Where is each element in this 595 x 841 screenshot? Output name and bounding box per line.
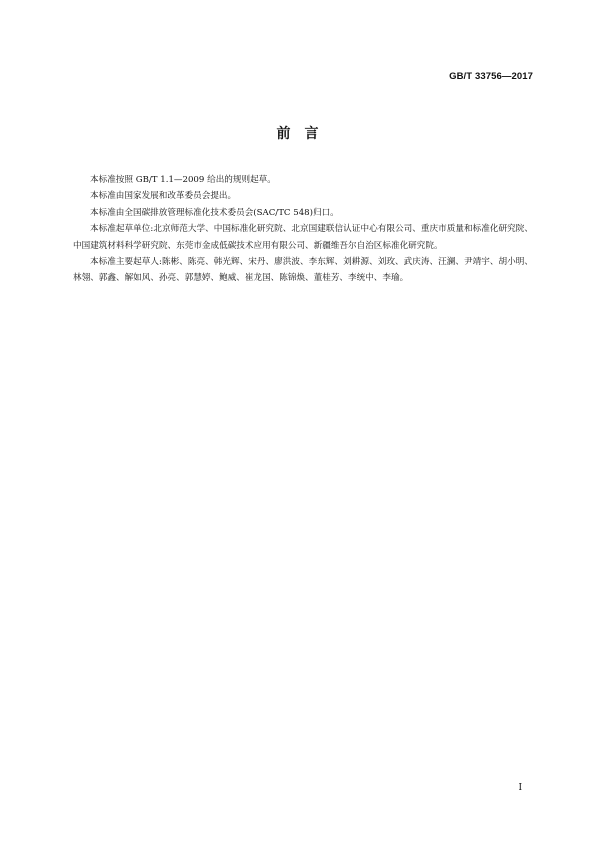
standard-number: GB/T 33756—2017 — [449, 71, 533, 82]
foreword-body — [73, 172, 533, 287]
paragraph-drafters: 本标准主要起草人:陈彬、陈亮、韩光辉、宋丹、廖洪波、李东辉、刘耕源、刘玫、武庆涛、汪澜、尹靖宇、胡小明、林翎、郭鑫、解如风、孙亮、郭慧婷、鲍威、崔龙国、陈锦焕、董桂芳、李统中、李瑜。 — [73, 257, 533, 284]
page-title: 前言 — [276, 126, 333, 142]
paragraph-drafting-rules: 本标准按照 GB/T 1.1—2009 给出的规则起草。 — [90, 175, 276, 185]
page-number: I — [518, 783, 522, 793]
paragraph-drafting-units: 本标准起草单位:北京师范大学、中国标准化研究院、北京国建联信认证中心有限公司、重庆市质量和标准化研究院、中国建筑材料科学研究院、东莞市金成低碳技术应用有限公司、新疆维吾尔自治区标准化研究院。 — [73, 224, 533, 251]
paragraph-proposer: 本标准由国家发展和改革委员会提出。 — [90, 191, 237, 202]
paragraph-committee: 本标准由全国碳排放管理标准化技术委员会(SAC/TC 548)归口。 — [90, 207, 339, 218]
